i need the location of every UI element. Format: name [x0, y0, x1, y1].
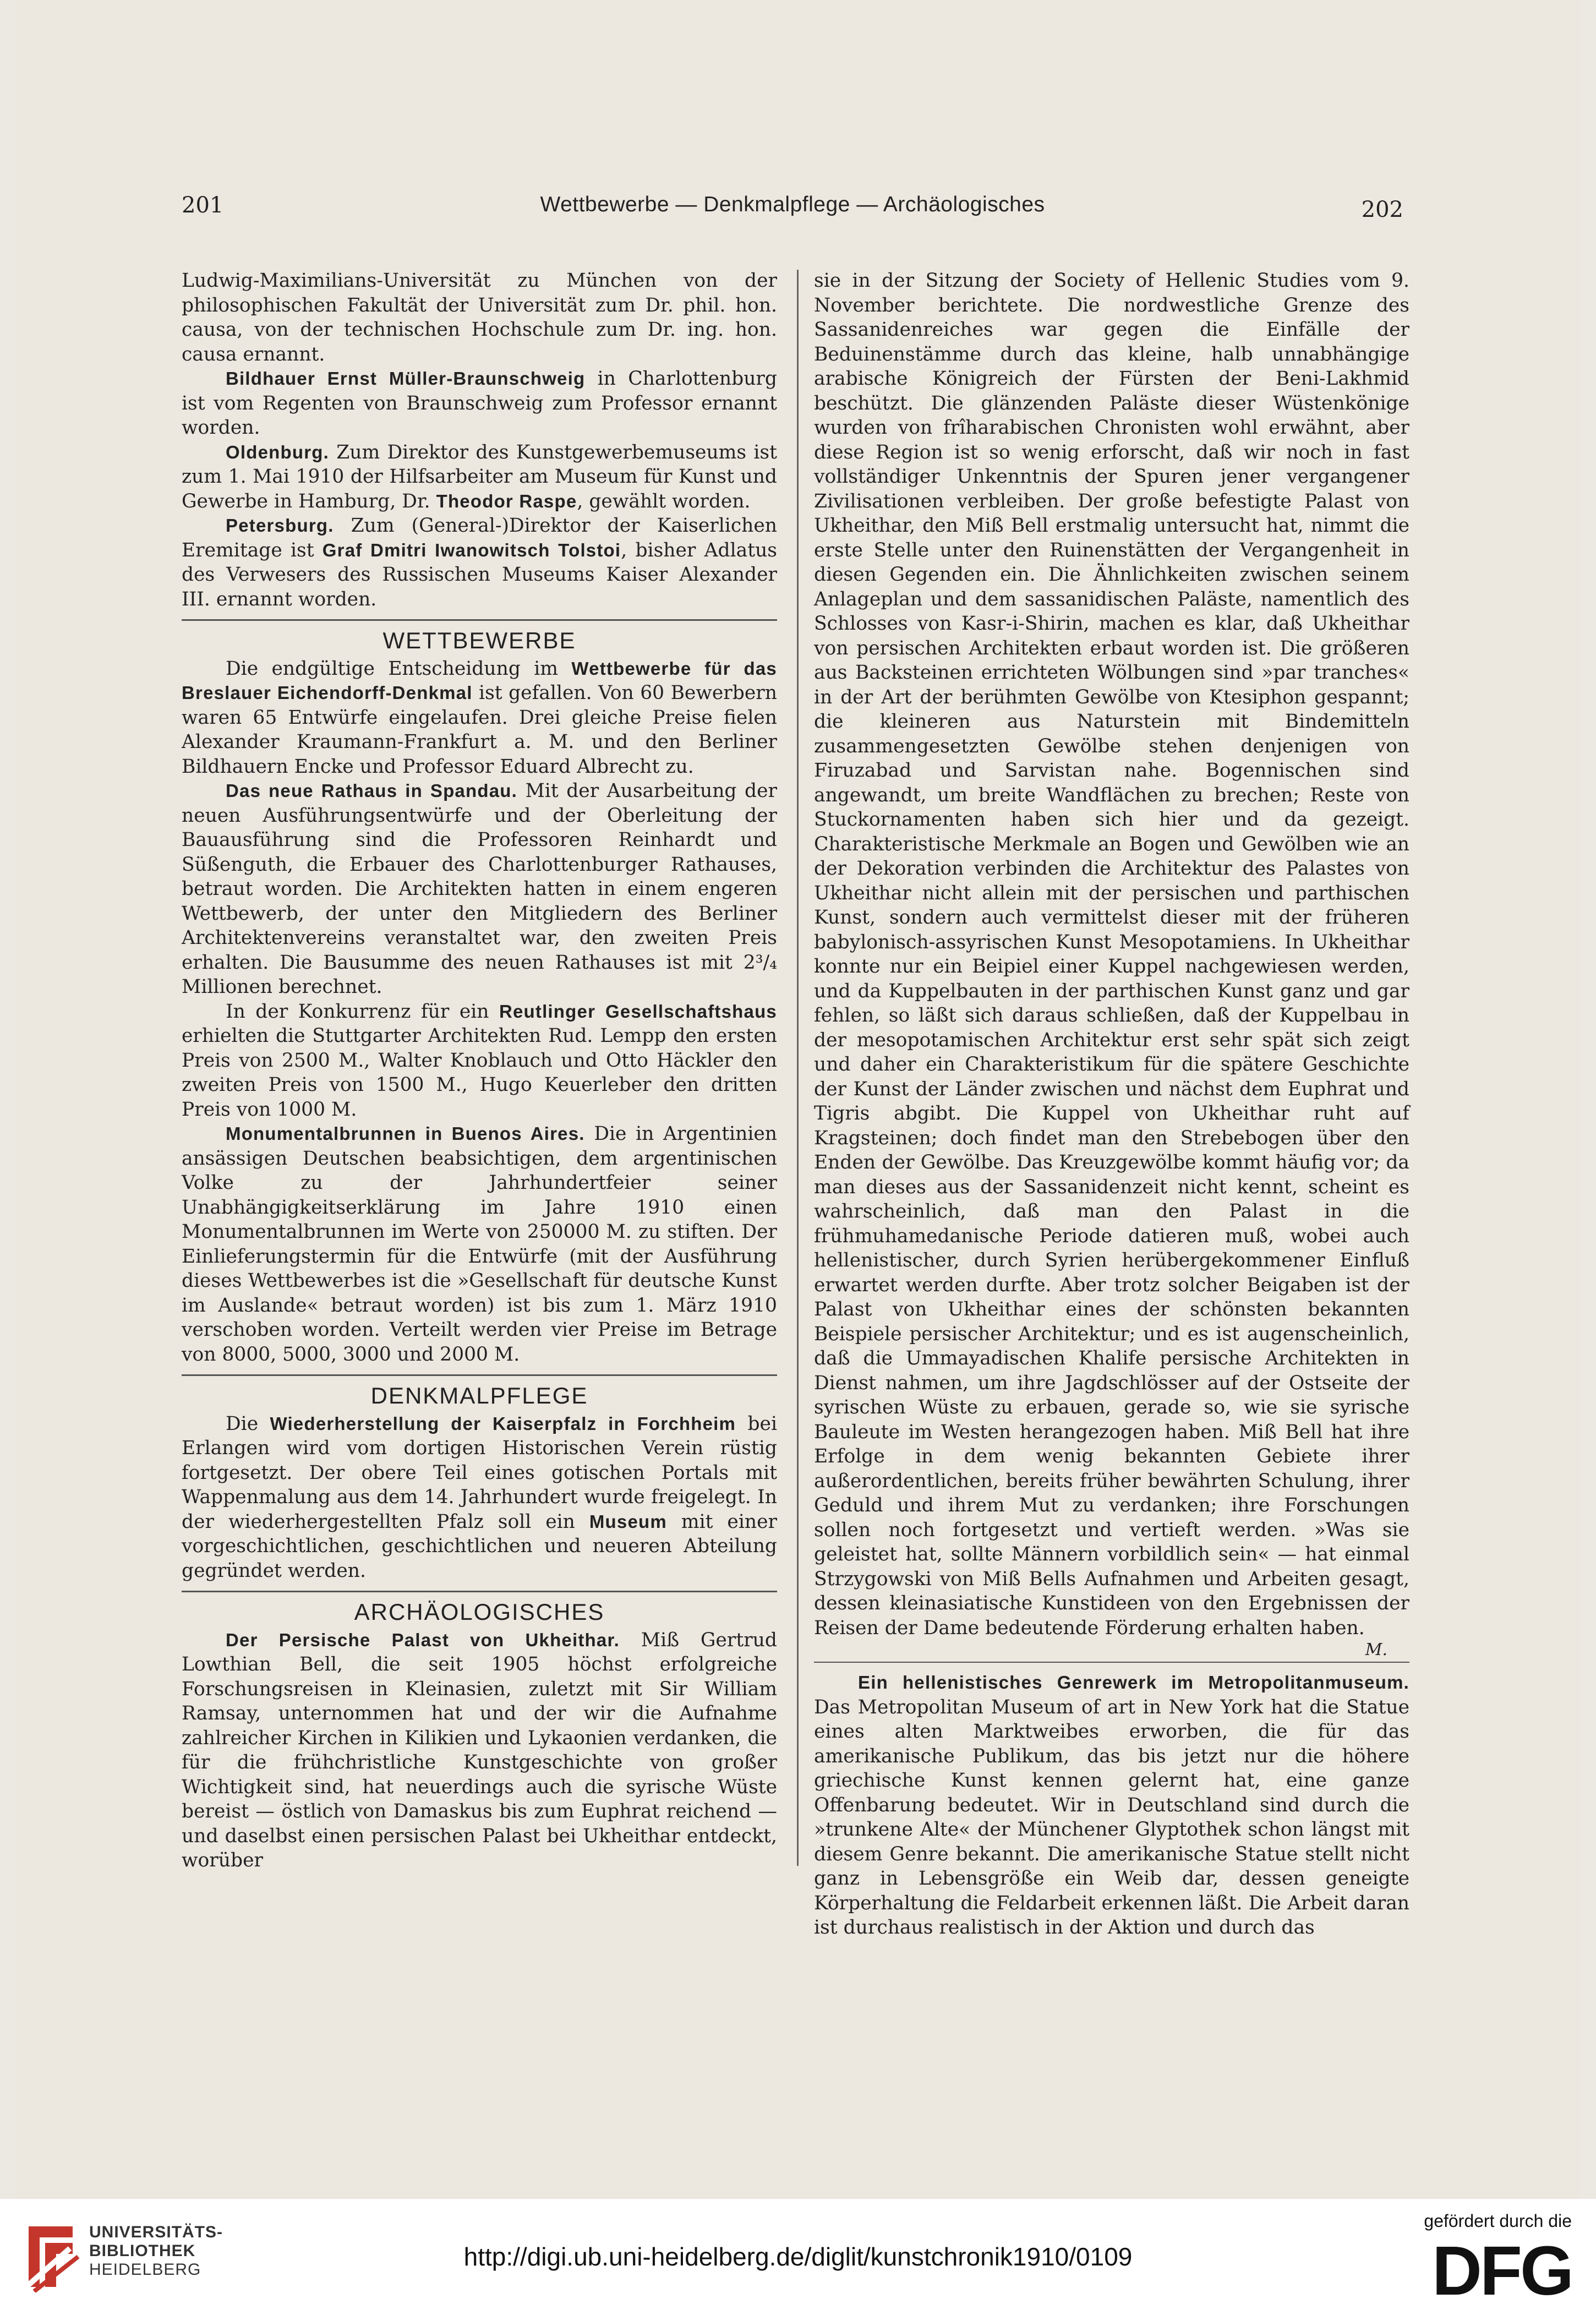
- paragraph-text: sie in der Sitzung der Society of Hellenic Studies vom 9. November berichtete. Die nordwestliche Grenze des Sassanidenreiches war gegen die Einfälle der Beduinenstämme durch das kleine, halb unnabhängige arabische Königreich der Fürsten der Beni-Lakhmid beschützt. Die glänzenden Paläste dieser Wüstenkönige wurden von frîharabischen Chronisten wohl erwähnt, aber diese Region ist so wenig erforscht, daß wir noch in fast vollständiger Unkenntnis der Spuren jener vergangener Zivilisationen verbleiben. Der große befestigte Palast von Ukheithar, den Miß Bell erstmalig untersucht hat, nimmt die erste Stelle unter den Ruinenstätten der Vergangenheit in diesen Gegenden ein. Die Ähnlichkeiten zwischen seinem Anlageplan und dem sassanidischen Paläste, namentlich des Schlosses von Kasr-i-Shirin, machen es klar, daß Ukheithar von persischen Architekten erbaut worden ist. Die größeren aus Backsteinen errichteten Wölbungen sind »par tranches« in der Art der berühmten Gewölbe von Ktesiphon gespannt; die kleineren aus Naturstein mit Bindemitteln zusammengesetzten Gewölbe stehen denjenigen von Firuzabad und Sarvistan nahe. Bogennischen sind angewandt, um breite Wandflächen zu brechen; Reste von Stuckornamenten haben sich hier und da gezeigt. Charakteristische Merkmale an Bogen und Gewölben wie an der Dekoration verbinden die Architektur des Palastes von Ukheithar nicht allein mit der persischen und parthischen Kunst, sondern auch vermittelst dieser mit der früheren babylonisch-assyrischen Kunst Mesopotamiens. In Ukheithar konnte nur ein Beipiel einer Kuppel nachgewiesen werden, und da Kuppelbauten in der parthischen Kunst ganz und gar fehlen, so läßt sich daraus schließen, daß der Kuppelbau in der mesopotamischen Architektur erst sehr spät sich zeigt und daher ein Charakteristikum für die spätere Geschichte der Kunst der Länder zwischen und nächst dem Euphrat und Tigris abgibt. Die Kuppel von Ukheithar ruht auf Kragsteinen; doch findet man den Strebebogen über den Enden der Gewölbe. Das Kreuzgewölbe kommt häufig vor; da man dieses aus der Sassanidenzeit nicht kennt, scheint es wahrscheinlich, daß man den Palast in die frühmuhamedanische Periode datieren muß, wobei auch hellenistischer, durch Syrien herübergekommener Einfluß erwartet werden durfte. Aber trotz solcher Beigaben ist der Palast von Ukheithar eines der schönsten bekannten Beispiele persischer Architektur; und es ist augenscheinlich, daß die Ummayadischen Khalife persische Architekten in Dienst nahmen, um ihre Jagdschlösser auf der Ostseite der syrischen Wüste zu erbauen, gerade so, wie sie syrische Bauleute im Westen herangezogen haben. Miß Bell hat ihre Erfolge in dem wenig bekannten Gebiete ihrer außerordentlichen, bereits früher bewährten Schulung, ihrer Geduld und ihrem Mut zu verdanken; ihre Forschungen sollen noch fortgesetzt und vertieft werden. »Was sie geleistet hat, sollte Männern vorbildlich sein« — hat einmal Strzygowski von Miß Bells Aufnahmen und Arbeiten gesagt, dessen kleinasiatische Kunstideen von den Ergebnissen der Reisen der Dame bedeutende Förderung erhalten haben.: [814, 270, 1409, 1639]
- bold-lead: Reutlinger Gesellschaftshaus: [499, 1001, 777, 1022]
- section-rule: [814, 1662, 1409, 1663]
- paragraph-oldenburg: [182, 440, 777, 514]
- bold-lead: Der Persische Palast von Ukheithar.: [226, 1629, 620, 1650]
- paragraph-ukheithar: [182, 1628, 777, 1873]
- right-column: [814, 269, 1409, 1940]
- paragraph-text: Die: [226, 1412, 270, 1435]
- paragraph-metropolitan: [814, 1670, 1409, 1940]
- bold-lead: Das neue Rathaus in Spandau.: [226, 780, 517, 801]
- paragraph-text: Miß Gertrud Lowthian Bell, die seit 1905 höchst erfolgreiche Forschungsreisen in Kleinasien, zuletzt mit Sir William Ramsay, unternommen hat und der wir die Aufnahme zahlreicher Kirchen in Kilikien und Lykaonien verdanken, die für die frühchristliche Kunstgeschichte von großer Wichtigkeit sind, hat neuerdings auch die syrische Wüste bereist — östlich von Damaskus bis zum Euphrat reichend — und daselbst einen persischen Palast bei Ukheithar entdeckt, worüber: [182, 1629, 777, 1871]
- page-number-left: 201: [182, 193, 224, 218]
- paragraph-text: Das Metropolitan Museum of art in New York hat die Statue eines alten Marktweibes erworben, die für das amerikanische Publikum, das bis jetzt nur die höhere griechische Kunst kennen gelernt hat, eine ganze Offenbarung bedeutet. Wir in Deutschland sind durch die »trunkene Alte« der Münchener Glyptothek schon längst mit diesem Genre bekannt. Die amerikanische Statue stellt nicht ganz in Lebensgröße ein Weib dar, dessen geneigte Körperhaltung die Feldarbeit erkennen läßt. Die Arbeit daran ist durchaus realistisch in der Aktion und durch das: [814, 1696, 1409, 1939]
- paragraph-eichendorff: [182, 657, 777, 779]
- paragraph-text: mit einer vorgeschichtlichen, geschichtlichen und neueren Abteilung gegründet werden.: [182, 1510, 778, 1582]
- author-signature: M.: [1365, 1640, 1387, 1659]
- paragraph-text: In der Konkurrenz für ein: [226, 1000, 499, 1023]
- paragraph-text: Zum (General-)Direktor der Kaiserlichen Eremitage ist: [182, 515, 777, 561]
- paragraph-text: Ludwig-Maximilians-Universität zu München von der philosophischen Fakultät der Universität zum Dr. phil. hon. causa, von der technischen Hochschule zum Dr. ing. hon. causa ernannt.: [182, 270, 777, 365]
- bold-lead: Petersburg.: [226, 515, 334, 536]
- bold-lead: Ein hellenistisches Genrewerk im Metropolitanmuseum.: [858, 1672, 1409, 1692]
- running-title: Wettbewerbe — Denkmalpflege — Archäologisches: [540, 193, 1045, 216]
- running-head: [182, 193, 1403, 237]
- digitization-footer: [0, 2199, 1596, 2315]
- funder-label: gefördert durch die: [1424, 2211, 1572, 2231]
- section-heading-wettbewerbe: WETTBEWERBE: [382, 627, 576, 653]
- paragraph-text: , bisher Adlatus des Verwesers des Russischen Museums Kaiser Alexander III. ernannt worden.: [182, 539, 777, 610]
- paragraph-text: erhielten die Stuttgarter Architekten Rud. Lempp den ersten Preis von 2500 M., Walter Knoblauch und Otto Häckler den zweiten Preis von 1500 M., Hugo Keuerleber den dritten Preis von 1000 M.: [182, 1025, 777, 1121]
- paragraph-text: , gewählt worden.: [577, 490, 751, 512]
- section-heading-archaeologisches: ARCHÄOLOGISCHES: [354, 1599, 605, 1625]
- bold-lead: Wiederherstellung der Kaiserpfalz in Forchheim: [270, 1413, 736, 1434]
- paragraph-forchheim: [182, 1412, 777, 1584]
- paragraph-text: bei Erlangen wird vom dortigen Historischen Verein rüstig fortgesetzt. Der obere Teil eines gotischen Portals mit Wappenmalung aus dem 14. Jahrhundert wurde freigelegt. In der wiederhergestellten Pfalz soll ein: [182, 1412, 777, 1533]
- bold-name: Graf Dmitri Iwanowitsch Tolstoi: [322, 539, 621, 560]
- paragraph-buenos-aires: [182, 1122, 777, 1367]
- bold-lead: Wettbewerbe für das Breslauer Eichendorff-Denkmal: [182, 658, 777, 703]
- section-rule: [182, 1591, 777, 1592]
- bold-name: Theodor Raspe: [436, 490, 577, 511]
- paragraph-text: Mit der Ausarbeitung der neuen Ausführungsentwürfe und der Oberleitung der Bauausführung sind die Professoren Reinhardt und Süßenguth, die Erbauer des Charlottenburger Rathauses, betraut worden. Die Architekten hatten in einem engeren Wettbewerb, der unter den Mitgliedern des Berliner Architektenvereins veranstaltet war, den zweiten Preis erhalten. Die Bausumme des neuen Rathauses ist mit 2³/₄ Millionen berechnet.: [182, 780, 777, 998]
- section-heading-denkmalpflege: DENKMALPFLEGE: [370, 1383, 588, 1408]
- paragraph-reutlingen: [182, 1000, 777, 1122]
- page-number-right: 202: [1361, 197, 1403, 222]
- paragraph-text: in Charlottenburg ist vom Regenten von Braunschweig zum Professor ernannt worden.: [182, 368, 777, 439]
- paragraph-text: Die endgültige Entscheidung im: [226, 657, 572, 680]
- paragraph-spandau: [182, 779, 777, 1000]
- column-divider: [797, 270, 799, 1866]
- bold-lead: Oldenburg.: [226, 441, 329, 462]
- section-rule: [182, 619, 777, 621]
- paragraph-petersburg: [182, 514, 777, 611]
- library-name-line: BIBLIOTHEK: [89, 2242, 196, 2260]
- bold-lead: Bildhauer Ernst Müller-Braunschweig: [226, 368, 586, 389]
- paragraph-text: Die in Argentinien ansässigen Deutschen beabsichtigen, dem argentinischen Volke zu der Jahrhundertfeier seiner Unabhängigkeitserklärung im Jahre 1910 einen Monumentalbrunnen im Werte von 250000 M. zu stiften. Der Einlieferungstermin für die Entwürfe (mit der Ausführung dieses Wettbewerbes ist die »Gesellschaft für deutsche Kunst im Auslande« betraut worden) ist bis zum 1. März 1910 verschoben worden. Verteilt werden vier Preise im Betrage von 8000, 5000, 3000 und 2000 M.: [182, 1123, 777, 1366]
- paragraph-text: Zum Direktor des Kunstgewerbemuseums ist zum 1. Mai 1910 der Hilfsarbeiter am Museum für Kunst und Gewerbe in Hamburg, Dr.: [182, 441, 777, 512]
- section-rule: [182, 1374, 777, 1376]
- paragraph-ukheithar-cont: [814, 269, 1409, 1640]
- permalink-url[interactable]: http://digi.ub.uni-heidelberg.de/diglit/kunstchronik1910/0109: [463, 2242, 1133, 2271]
- bold-name: Museum: [589, 1511, 667, 1532]
- library-name-line: HEIDELBERG: [89, 2261, 201, 2279]
- paragraph-mueller: [182, 367, 777, 440]
- bold-lead: Monumentalbrunnen in Buenos Aires.: [226, 1123, 585, 1144]
- library-name-line: UNIVERSITÄTS-: [89, 2223, 223, 2241]
- paragraph-text: ist gefallen. Von 60 Bewerbern waren 65 Entwürfe eingelaufen. Drei gleiche Preise fielen Alexander Kraumann-Frankfurt a. M. und den Berliner Bildhauern Encke und Professor Eduard Albrecht zu.: [182, 682, 777, 778]
- dfg-logo: DFG: [1432, 2232, 1572, 2309]
- left-column: [182, 269, 777, 1873]
- paragraph-ludwig: [182, 269, 777, 367]
